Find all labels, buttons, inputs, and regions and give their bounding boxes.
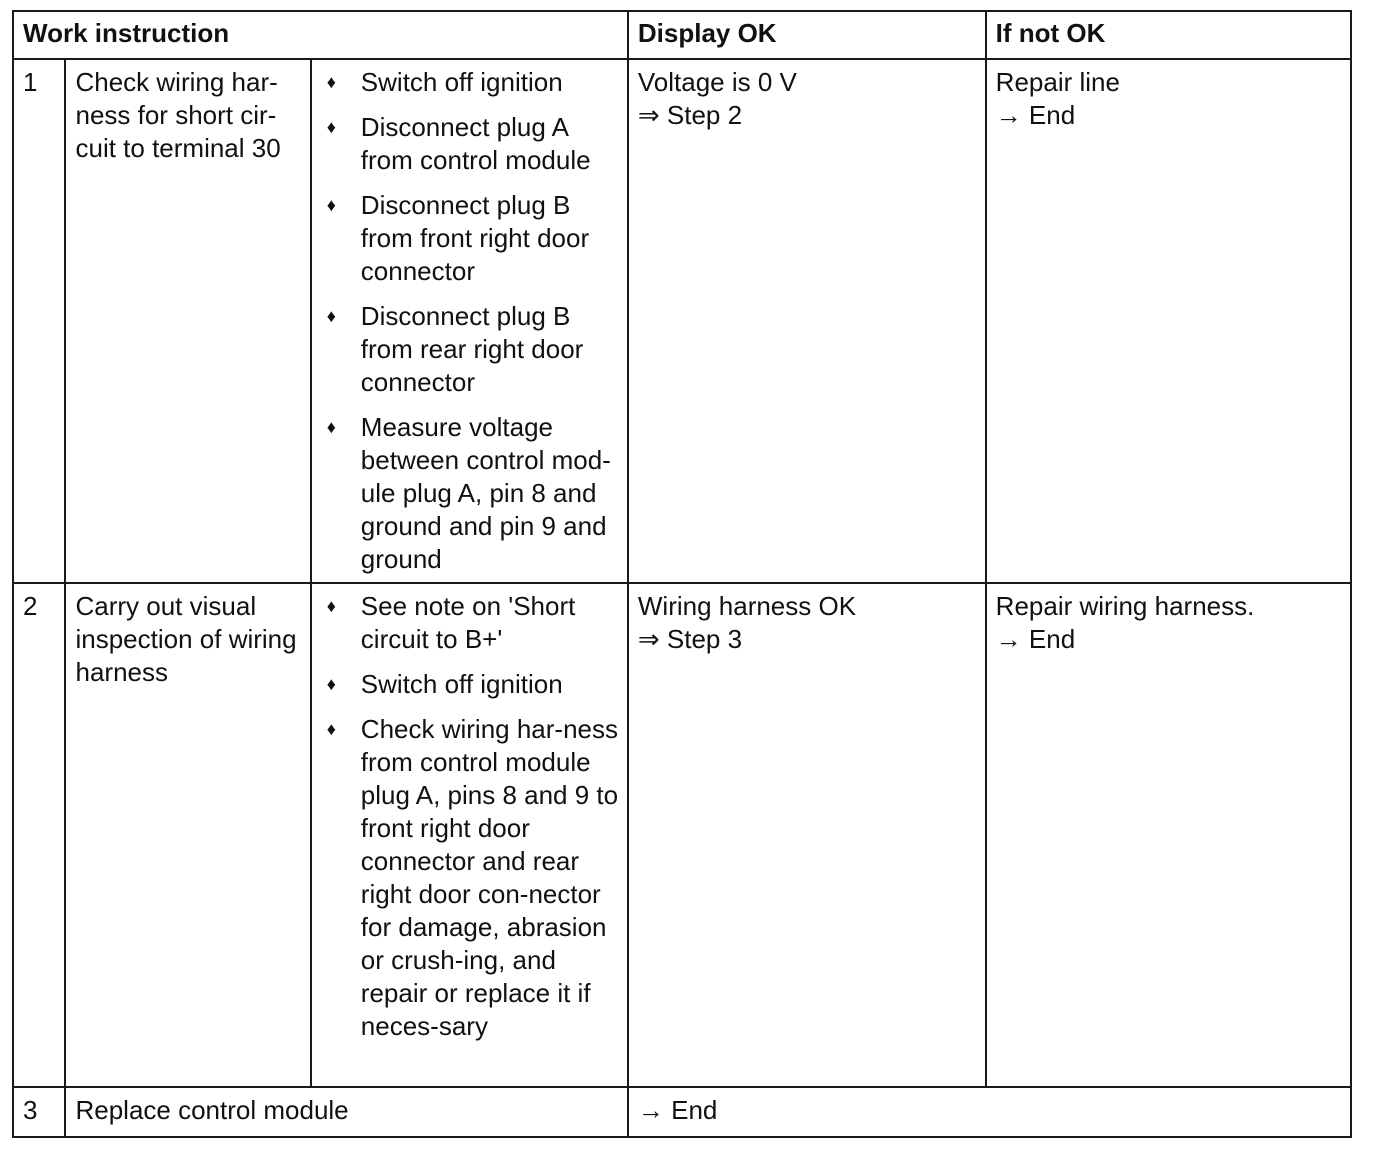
action-text: Switch off ignition — [360, 669, 563, 699]
action-item — [321, 111, 619, 177]
diamond-bullet-icon: ♦ — [326, 719, 336, 739]
next-step-link: ⇒ Step 3 — [637, 624, 743, 654]
end-link: → End — [995, 100, 1076, 130]
step-task — [65, 1087, 627, 1137]
display-ok-text: Wiring harness OK — [637, 591, 857, 621]
step-task-text: Carry out visual inspection of wiring harness — [75, 591, 297, 687]
display-ok-cell — [628, 583, 986, 1087]
step-number: 1 — [13, 59, 65, 583]
diamond-bullet-icon: ♦ — [326, 72, 336, 92]
action-item — [321, 300, 619, 399]
header-display-ok: Display OK — [628, 11, 986, 59]
action-text: Disconnect plug B from rear right door connector — [360, 301, 584, 397]
if-not-ok-cell — [986, 59, 1351, 583]
action-text: Disconnect plug A from control module — [360, 112, 591, 175]
action-text: Disconnect plug B from front right door connector — [360, 190, 590, 286]
display-ok-cell — [628, 59, 986, 583]
next-step-link: ⇒ Step 2 — [637, 100, 743, 130]
action-text: Check wiring har-ness from control module plug A, pins 8 and 9 to front right door connector and rear right door con-nector for damage, abrasion or crush-ing, and repair or replace it if neces-sary — [360, 714, 619, 1041]
diamond-bullet-icon: ♦ — [326, 117, 336, 137]
table-row — [13, 1087, 1351, 1137]
end-link: → End — [637, 1095, 718, 1125]
diamond-bullet-icon: ♦ — [326, 195, 336, 215]
step-actions — [311, 583, 628, 1087]
step-actions — [311, 59, 628, 583]
work-instruction-table — [12, 10, 1352, 1138]
step-number: 2 — [13, 583, 65, 1087]
action-item — [321, 66, 619, 99]
action-list — [321, 66, 619, 576]
action-list — [321, 590, 619, 1043]
display-ok-text: Voltage is 0 V — [637, 67, 797, 97]
action-item — [321, 189, 619, 288]
step-task — [65, 59, 310, 583]
header-work-instruction: Work instruction — [13, 11, 628, 59]
action-item — [321, 668, 619, 701]
header-if-not-ok: If not OK — [986, 11, 1351, 59]
diamond-bullet-icon: ♦ — [326, 674, 336, 694]
table-row — [13, 59, 1351, 583]
action-item — [321, 590, 619, 656]
diamond-bullet-icon: ♦ — [326, 596, 336, 616]
action-item — [321, 411, 619, 576]
step-task-text: Check wiring har-ness for short cir-cuit to terminal 30 — [75, 67, 281, 163]
diamond-bullet-icon: ♦ — [326, 417, 336, 437]
display-ok-cell — [628, 1087, 1351, 1137]
step-task-text: Replace control module — [75, 1095, 349, 1125]
action-text: Switch off ignition — [360, 67, 563, 97]
action-text: See note on 'Short circuit to B+' — [360, 591, 576, 654]
if-not-ok-cell — [986, 583, 1351, 1087]
action-text: Measure voltage between control mod-ule plug A, pin 8 and ground and pin 9 and ground — [360, 412, 611, 574]
action-item — [321, 713, 619, 1043]
step-task — [65, 583, 310, 1087]
diamond-bullet-icon: ♦ — [326, 306, 336, 326]
if-not-ok-text: Repair line — [995, 67, 1120, 97]
end-link: → End — [995, 624, 1076, 654]
table-header-row — [13, 11, 1351, 59]
step-number: 3 — [13, 1087, 65, 1137]
table-row — [13, 583, 1351, 1087]
if-not-ok-text: Repair wiring harness. — [995, 591, 1255, 621]
